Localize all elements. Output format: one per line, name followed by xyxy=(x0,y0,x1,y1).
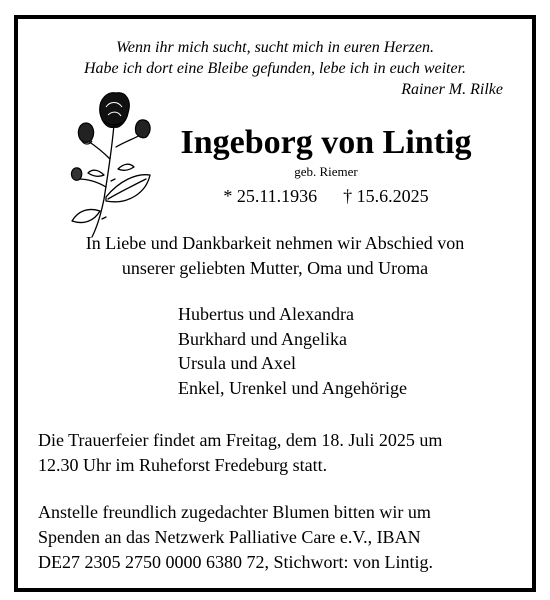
quote-author: Rainer M. Rilke xyxy=(401,81,503,98)
farewell-line-1: In Liebe und Dankbarkeit nehmen wir Abschied von xyxy=(85,233,465,253)
donation-notice xyxy=(38,500,518,575)
mourner-item: Enkel, Urenkel und Angehörige xyxy=(178,377,407,398)
donation-line-3: DE27 2305 2750 0000 6380 72, Stichwort: von Lintig. xyxy=(38,552,433,572)
life-dates xyxy=(176,185,476,207)
death-date: † 15.6.2025 xyxy=(343,186,429,206)
ceremony-line-2: 12.30 Uhr im Ruheforst Fredeburg statt. xyxy=(38,455,328,475)
deceased-name: Ingeborg von Lintig xyxy=(180,124,472,161)
quote-line-1: Wenn ihr mich sucht, sucht mich in euren Herzen. xyxy=(116,39,434,56)
farewell-line-2: unserer geliebten Mutter, Oma und Uroma xyxy=(121,258,429,278)
mourner-item: Hubertus und Alexandra xyxy=(178,304,354,324)
ceremony-notice xyxy=(38,428,518,478)
obituary-frame xyxy=(14,15,536,592)
mourners-list xyxy=(178,302,407,400)
mourner-item: Burkhard und Angelika xyxy=(178,328,347,349)
donation-line-2: Spenden an das Netzwerk Palliative Care e.V., IBAN xyxy=(38,527,421,547)
ceremony-line-1: Die Trauerfeier findet am Freitag, dem 18. Juli 2025 um xyxy=(38,430,443,450)
rose-icon xyxy=(64,89,159,239)
mourner-item: Ursula und Axel xyxy=(178,353,296,373)
donation-line-1: Anstelle freundlich zugedachter Blumen bitten wir um xyxy=(38,502,431,522)
quote-line-2: Habe ich dort eine Bleibe gefunden, lebe ich in euch weiter. xyxy=(83,60,467,77)
birth-date: * 25.11.1936 xyxy=(223,186,318,206)
maiden-name: geb. Riemer xyxy=(294,164,358,179)
